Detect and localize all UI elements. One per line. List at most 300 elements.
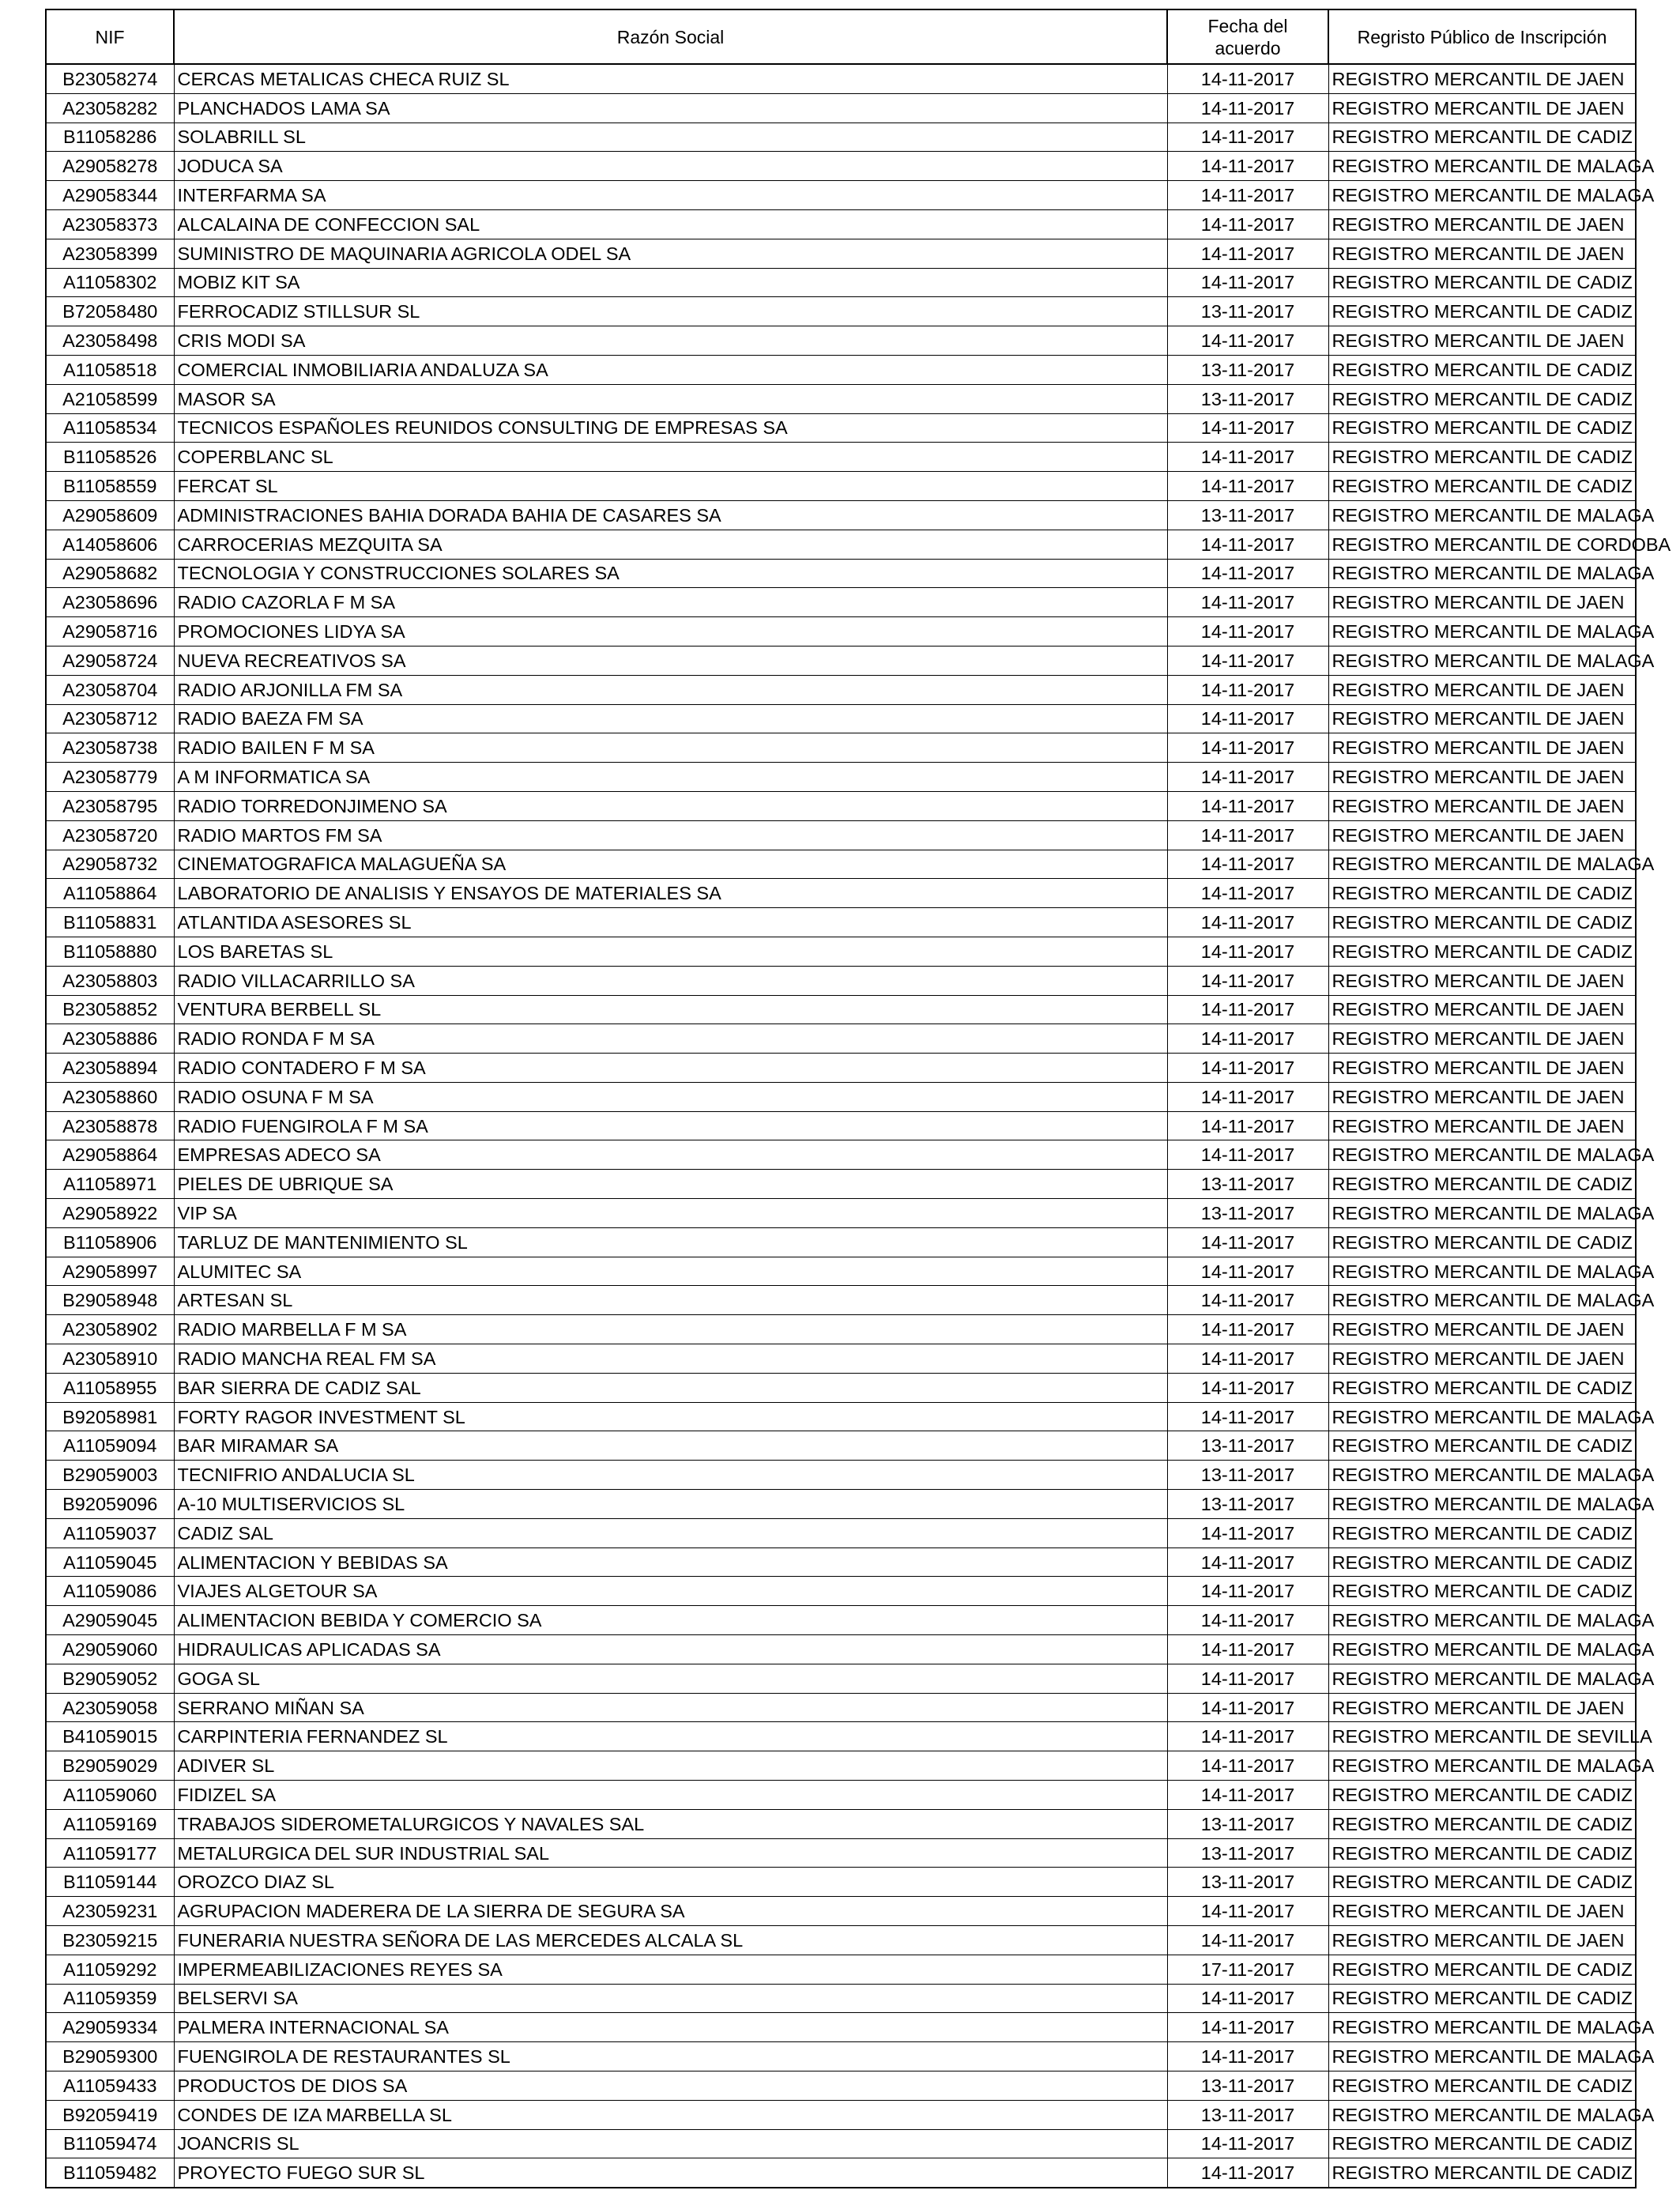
nif-cell: A29058609	[46, 500, 174, 530]
table-row	[46, 2071, 1636, 2100]
registro-cell: REGISTRO MERCANTIL DE MALAGA	[1328, 850, 1636, 879]
registro-cell: REGISTRO MERCANTIL DE JAEN	[1328, 1897, 1636, 1926]
table-row	[46, 268, 1636, 297]
column-header-nif: NIF	[46, 9, 174, 64]
fecha-cell: 14-11-2017	[1167, 2158, 1328, 2188]
registro-cell: REGISTRO MERCANTIL DE MALAGA	[1328, 181, 1636, 210]
fecha-cell: 14-11-2017	[1167, 1664, 1328, 1693]
razon-social-cell: CARPINTERIA FERNANDEZ SL	[174, 1722, 1167, 1751]
razon-social-cell: FERROCADIZ STILLSUR SL	[174, 297, 1167, 326]
table-row	[46, 2100, 1636, 2129]
registro-cell: REGISTRO MERCANTIL DE MALAGA	[1328, 1635, 1636, 1664]
nif-cell: B29058948	[46, 1286, 174, 1315]
fecha-cell: 14-11-2017	[1167, 559, 1328, 588]
razon-social-cell: FUENGIROLA DE RESTAURANTES SL	[174, 2042, 1167, 2071]
nif-cell: A23059231	[46, 1897, 174, 1926]
razon-social-cell: AGRUPACION MADERERA DE LA SIERRA DE SEGURA SA	[174, 1897, 1167, 1926]
registro-cell: REGISTRO MERCANTIL DE CADIZ	[1328, 413, 1636, 443]
table-row	[46, 500, 1636, 530]
razon-social-cell: PALMERA INTERNACIONAL SA	[174, 2013, 1167, 2042]
razon-social-cell: RADIO ARJONILLA FM SA	[174, 675, 1167, 704]
fecha-cell: 14-11-2017	[1167, 704, 1328, 733]
fecha-cell: 17-11-2017	[1167, 1955, 1328, 1984]
table-body	[46, 64, 1671, 2188]
nif-cell: A23058779	[46, 763, 174, 792]
fecha-cell: 13-11-2017	[1167, 1868, 1328, 1897]
registro-cell: REGISTRO MERCANTIL DE JAEN	[1328, 326, 1636, 356]
razon-social-cell: JOANCRIS SL	[174, 2129, 1167, 2158]
fecha-cell: 14-11-2017	[1167, 646, 1328, 675]
razon-social-cell: INTERFARMA SA	[174, 181, 1167, 210]
fecha-cell: 14-11-2017	[1167, 1111, 1328, 1140]
table-row	[46, 2129, 1636, 2158]
razon-social-cell: JODUCA SA	[174, 152, 1167, 181]
nif-cell: A11059359	[46, 1984, 174, 2013]
table-row	[46, 1111, 1636, 1140]
registro-cell: REGISTRO MERCANTIL DE CADIZ	[1328, 1838, 1636, 1868]
table-row	[46, 1199, 1636, 1228]
fecha-cell: 14-11-2017	[1167, 1577, 1328, 1606]
table-row	[46, 1897, 1636, 1926]
nif-cell: B23058274	[46, 64, 174, 93]
fecha-cell: 14-11-2017	[1167, 820, 1328, 850]
nif-cell: A23058902	[46, 1315, 174, 1344]
razon-social-cell: VIP SA	[174, 1199, 1167, 1228]
table-row	[46, 1461, 1636, 1490]
nif-cell: A11058534	[46, 413, 174, 443]
table-row	[46, 1257, 1636, 1286]
registro-cell: REGISTRO MERCANTIL DE CADIZ	[1328, 384, 1636, 413]
table-row	[46, 1082, 1636, 1111]
razon-social-cell: TECNOLOGIA Y CONSTRUCCIONES SOLARES SA	[174, 559, 1167, 588]
nif-cell: A11059045	[46, 1547, 174, 1577]
nif-cell: B29059300	[46, 2042, 174, 2071]
razon-social-cell: METALURGICA DEL SUR INDUSTRIAL SAL	[174, 1838, 1167, 1868]
razon-social-cell: NUEVA RECREATIVOS SA	[174, 646, 1167, 675]
fecha-cell: 13-11-2017	[1167, 1461, 1328, 1490]
fecha-cell: 14-11-2017	[1167, 152, 1328, 181]
table-row	[46, 413, 1636, 443]
registro-cell: REGISTRO MERCANTIL DE JAEN	[1328, 763, 1636, 792]
column-header-fecha	[1167, 9, 1328, 64]
registro-cell: REGISTRO MERCANTIL DE MALAGA	[1328, 2100, 1636, 2129]
fecha-cell: 14-11-2017	[1167, 1315, 1328, 1344]
fecha-cell: 13-11-2017	[1167, 1431, 1328, 1461]
nif-cell: A23058795	[46, 791, 174, 820]
nif-cell: A29058278	[46, 152, 174, 181]
nif-cell: A11059094	[46, 1431, 174, 1461]
razon-social-cell: RADIO RONDA F M SA	[174, 1024, 1167, 1054]
nif-cell: A23058860	[46, 1082, 174, 1111]
razon-social-cell: A M INFORMATICA SA	[174, 763, 1167, 792]
fecha-cell: 14-11-2017	[1167, 1082, 1328, 1111]
registro-cell: REGISTRO MERCANTIL DE CORDOBA	[1328, 530, 1636, 559]
fecha-cell: 14-11-2017	[1167, 1140, 1328, 1170]
registro-cell: REGISTRO MERCANTIL DE CADIZ	[1328, 472, 1636, 501]
fecha-cell: 14-11-2017	[1167, 791, 1328, 820]
razon-social-cell: PROYECTO FUEGO SUR SL	[174, 2158, 1167, 2188]
nif-cell: A29058732	[46, 850, 174, 879]
registro-cell: REGISTRO MERCANTIL DE CADIZ	[1328, 268, 1636, 297]
registro-cell: REGISTRO MERCANTIL DE CADIZ	[1328, 1984, 1636, 2013]
razon-social-cell: ADIVER SL	[174, 1751, 1167, 1781]
registro-cell: REGISTRO MERCANTIL DE CADIZ	[1328, 2071, 1636, 2100]
fecha-cell: 14-11-2017	[1167, 966, 1328, 995]
fecha-cell: 14-11-2017	[1167, 588, 1328, 617]
fecha-cell: 14-11-2017	[1167, 2042, 1328, 2071]
razon-social-cell: GOGA SL	[174, 1664, 1167, 1693]
fecha-cell: 14-11-2017	[1167, 1781, 1328, 1810]
razon-social-cell: EMPRESAS ADECO SA	[174, 1140, 1167, 1170]
registro-cell: REGISTRO MERCANTIL DE JAEN	[1328, 791, 1636, 820]
fecha-cell: 14-11-2017	[1167, 2129, 1328, 2158]
table-row	[46, 1431, 1636, 1461]
table-row	[46, 617, 1636, 647]
nif-cell: B23059215	[46, 1926, 174, 1955]
table-row	[46, 1024, 1636, 1054]
nif-cell: A23058498	[46, 326, 174, 356]
razon-social-cell: RADIO BAILEN F M SA	[174, 733, 1167, 763]
registro-cell: REGISTRO MERCANTIL DE CADIZ	[1328, 297, 1636, 326]
table-row	[46, 1693, 1636, 1722]
razon-social-cell: CINEMATOGRAFICA MALAGUEÑA SA	[174, 850, 1167, 879]
razon-social-cell: FORTY RAGOR INVESTMENT SL	[174, 1402, 1167, 1431]
fecha-cell: 14-11-2017	[1167, 413, 1328, 443]
fecha-cell: 13-11-2017	[1167, 1199, 1328, 1228]
razon-social-cell: SUMINISTRO DE MAQUINARIA AGRICOLA ODEL SA	[174, 239, 1167, 268]
registro-cell: REGISTRO MERCANTIL DE MALAGA	[1328, 1257, 1636, 1286]
table-row	[46, 297, 1636, 326]
nif-cell: B29059003	[46, 1461, 174, 1490]
razon-social-cell: TECNIFRIO ANDALUCIA SL	[174, 1461, 1167, 1490]
table-row	[46, 1170, 1636, 1199]
razon-social-cell: RADIO CAZORLA F M SA	[174, 588, 1167, 617]
fecha-cell: 14-11-2017	[1167, 1722, 1328, 1751]
registro-cell: REGISTRO MERCANTIL DE JAEN	[1328, 1344, 1636, 1374]
registro-cell: REGISTRO MERCANTIL DE CADIZ	[1328, 908, 1636, 937]
registro-cell: REGISTRO MERCANTIL DE JAEN	[1328, 1082, 1636, 1111]
registro-cell: REGISTRO MERCANTIL DE CADIZ	[1328, 2158, 1636, 2188]
table-row	[46, 763, 1636, 792]
table-row	[46, 123, 1636, 152]
registro-cell: REGISTRO MERCANTIL DE JAEN	[1328, 1693, 1636, 1722]
razon-social-cell: RADIO MARBELLA F M SA	[174, 1315, 1167, 1344]
table-row	[46, 1373, 1636, 1402]
registro-cell: REGISTRO MERCANTIL DE SEVILLA	[1328, 1722, 1636, 1751]
nif-cell: A23058878	[46, 1111, 174, 1140]
table-row	[46, 1054, 1636, 1083]
table-row	[46, 2158, 1636, 2188]
razon-social-cell: SERRANO MIÑAN SA	[174, 1693, 1167, 1722]
nif-cell: A29058716	[46, 617, 174, 647]
table-row	[46, 588, 1636, 617]
registro-cell: REGISTRO MERCANTIL DE JAEN	[1328, 733, 1636, 763]
registro-cell: REGISTRO MERCANTIL DE JAEN	[1328, 239, 1636, 268]
table-header-row	[46, 9, 1636, 64]
registro-cell: REGISTRO MERCANTIL DE CADIZ	[1328, 123, 1636, 152]
razon-social-cell: MASOR SA	[174, 384, 1167, 413]
table-row	[46, 820, 1636, 850]
registro-cell: REGISTRO MERCANTIL DE JAEN	[1328, 675, 1636, 704]
nif-cell: B92059096	[46, 1490, 174, 1519]
razon-social-cell: CARROCERIAS MEZQUITA SA	[174, 530, 1167, 559]
registro-cell: REGISTRO MERCANTIL DE JAEN	[1328, 93, 1636, 123]
razon-social-cell: TECNICOS ESPAÑOLES REUNIDOS CONSULTING DE EMPRESAS SA	[174, 413, 1167, 443]
fecha-cell: 14-11-2017	[1167, 1227, 1328, 1257]
registro-cell: REGISTRO MERCANTIL DE JAEN	[1328, 704, 1636, 733]
fecha-cell: 14-11-2017	[1167, 1693, 1328, 1722]
nif-cell: A11059060	[46, 1781, 174, 1810]
nif-cell: A29058682	[46, 559, 174, 588]
table-row	[46, 1577, 1636, 1606]
table-row	[46, 1635, 1636, 1664]
table-row	[46, 675, 1636, 704]
fecha-cell: 13-11-2017	[1167, 2071, 1328, 2100]
razon-social-cell: MOBIZ KIT SA	[174, 268, 1167, 297]
fecha-cell: 14-11-2017	[1167, 443, 1328, 472]
nif-cell: A11058518	[46, 355, 174, 384]
razon-social-cell: COPERBLANC SL	[174, 443, 1167, 472]
nif-cell: A29058922	[46, 1199, 174, 1228]
registro-cell: REGISTRO MERCANTIL DE CADIZ	[1328, 937, 1636, 966]
razon-social-cell: ALIMENTACION Y BEBIDAS SA	[174, 1547, 1167, 1577]
fecha-cell: 13-11-2017	[1167, 384, 1328, 413]
nif-cell: A23058712	[46, 704, 174, 733]
nif-cell: B92059419	[46, 2100, 174, 2129]
razon-social-cell: BELSERVI SA	[174, 1984, 1167, 2013]
registro-cell: REGISTRO MERCANTIL DE MALAGA	[1328, 1199, 1636, 1228]
razon-social-cell: VENTURA BERBELL SL	[174, 995, 1167, 1024]
fecha-cell: 14-11-2017	[1167, 93, 1328, 123]
nif-cell: B11058526	[46, 443, 174, 472]
fecha-cell: 14-11-2017	[1167, 1606, 1328, 1635]
fecha-cell: 14-11-2017	[1167, 64, 1328, 93]
razon-social-cell: IMPERMEABILIZACIONES REYES SA	[174, 1955, 1167, 1984]
table-row	[46, 1344, 1636, 1374]
fecha-cell: 14-11-2017	[1167, 209, 1328, 239]
table-row	[46, 64, 1636, 93]
razon-social-cell: PROMOCIONES LIDYA SA	[174, 617, 1167, 647]
table-row	[46, 937, 1636, 966]
table-row	[46, 995, 1636, 1024]
nif-cell: A23058282	[46, 93, 174, 123]
fecha-cell: 14-11-2017	[1167, 763, 1328, 792]
nif-cell: B11058906	[46, 1227, 174, 1257]
nif-cell: B11059144	[46, 1868, 174, 1897]
table-row	[46, 1402, 1636, 1431]
registro-cell: REGISTRO MERCANTIL DE CADIZ	[1328, 1868, 1636, 1897]
razon-social-cell: BAR SIERRA DE CADIZ SAL	[174, 1373, 1167, 1402]
razon-social-cell: RADIO BAEZA FM SA	[174, 704, 1167, 733]
razon-social-cell: RADIO FUENGIROLA F M SA	[174, 1111, 1167, 1140]
registro-cell: REGISTRO MERCANTIL DE MALAGA	[1328, 1751, 1636, 1781]
registro-cell: REGISTRO MERCANTIL DE JAEN	[1328, 1024, 1636, 1054]
nif-cell: A29059334	[46, 2013, 174, 2042]
table-row	[46, 1868, 1636, 1897]
nif-cell: A23058720	[46, 820, 174, 850]
fecha-cell: 14-11-2017	[1167, 1257, 1328, 1286]
table-row	[46, 791, 1636, 820]
nif-cell: A23058738	[46, 733, 174, 763]
razon-social-cell: ADMINISTRACIONES BAHIA DORADA BAHIA DE CASARES SA	[174, 500, 1167, 530]
registro-cell: REGISTRO MERCANTIL DE CADIZ	[1328, 1373, 1636, 1402]
nif-cell: A29059060	[46, 1635, 174, 1664]
table-row	[46, 152, 1636, 181]
razon-social-cell: RADIO CONTADERO F M SA	[174, 1054, 1167, 1083]
fecha-cell: 13-11-2017	[1167, 297, 1328, 326]
fecha-cell: 14-11-2017	[1167, 1897, 1328, 1926]
registro-cell: REGISTRO MERCANTIL DE JAEN	[1328, 209, 1636, 239]
fecha-cell: 14-11-2017	[1167, 1926, 1328, 1955]
fecha-cell: 14-11-2017	[1167, 268, 1328, 297]
registro-cell: REGISTRO MERCANTIL DE MALAGA	[1328, 1461, 1636, 1490]
registro-cell: REGISTRO MERCANTIL DE MALAGA	[1328, 646, 1636, 675]
registro-cell: REGISTRO MERCANTIL DE CADIZ	[1328, 1955, 1636, 1984]
fecha-cell: 13-11-2017	[1167, 1838, 1328, 1868]
table-row	[46, 1664, 1636, 1693]
fecha-cell: 14-11-2017	[1167, 733, 1328, 763]
razon-social-cell: CADIZ SAL	[174, 1518, 1167, 1547]
table-row	[46, 1838, 1636, 1868]
nif-cell: A11059169	[46, 1809, 174, 1838]
table-row	[46, 1751, 1636, 1781]
nif-cell: A23058696	[46, 588, 174, 617]
razon-social-cell: LOS BARETAS SL	[174, 937, 1167, 966]
table-row	[46, 239, 1636, 268]
document-page	[45, 9, 1671, 2186]
razon-social-cell: VIAJES ALGETOUR SA	[174, 1577, 1167, 1606]
table-row	[46, 1547, 1636, 1577]
nif-cell: B11058286	[46, 123, 174, 152]
nif-cell: B11059482	[46, 2158, 174, 2188]
table-row	[46, 1227, 1636, 1257]
table-row	[46, 850, 1636, 879]
razon-social-cell: RADIO TORREDONJIMENO SA	[174, 791, 1167, 820]
razon-social-cell: LABORATORIO DE ANALISIS Y ENSAYOS DE MATERIALES SA	[174, 879, 1167, 908]
registro-cell: REGISTRO MERCANTIL DE CADIZ	[1328, 1170, 1636, 1199]
registro-cell: REGISTRO MERCANTIL DE MALAGA	[1328, 2013, 1636, 2042]
registro-cell: REGISTRO MERCANTIL DE MALAGA	[1328, 500, 1636, 530]
nif-cell: A23058910	[46, 1344, 174, 1374]
razon-social-cell: CONDES DE IZA MARBELLA SL	[174, 2100, 1167, 2129]
razon-social-cell: TARLUZ DE MANTENIMIENTO SL	[174, 1227, 1167, 1257]
table-row	[46, 181, 1636, 210]
razon-social-cell: ALUMITEC SA	[174, 1257, 1167, 1286]
column-header-fecha-line2: acuerdo	[1215, 37, 1281, 58]
table-row	[46, 2042, 1636, 2071]
table-row	[46, 1722, 1636, 1751]
fecha-cell: 14-11-2017	[1167, 1635, 1328, 1664]
fecha-cell: 14-11-2017	[1167, 1518, 1328, 1547]
registro-cell: REGISTRO MERCANTIL DE JAEN	[1328, 588, 1636, 617]
table-row	[46, 2013, 1636, 2042]
nif-cell: A23058373	[46, 209, 174, 239]
nif-cell: A11058971	[46, 1170, 174, 1199]
table-row	[46, 93, 1636, 123]
razon-social-cell: ATLANTIDA ASESORES SL	[174, 908, 1167, 937]
table-row	[46, 1955, 1636, 1984]
fecha-cell: 14-11-2017	[1167, 472, 1328, 501]
registro-cell: REGISTRO MERCANTIL DE MALAGA	[1328, 2042, 1636, 2071]
fecha-cell: 13-11-2017	[1167, 1170, 1328, 1199]
table-row	[46, 326, 1636, 356]
razon-social-cell: CERCAS METALICAS CHECA RUIZ SL	[174, 64, 1167, 93]
fecha-cell: 14-11-2017	[1167, 2013, 1328, 2042]
nif-cell: A11059292	[46, 1955, 174, 1984]
razon-social-cell: SOLABRILL SL	[174, 123, 1167, 152]
table-row	[46, 355, 1636, 384]
table-row	[46, 209, 1636, 239]
table-row	[46, 1286, 1636, 1315]
razon-social-cell: ARTESAN SL	[174, 1286, 1167, 1315]
nif-cell: B29059052	[46, 1664, 174, 1693]
nif-cell: B29059029	[46, 1751, 174, 1781]
nif-cell: B11058559	[46, 472, 174, 501]
nif-cell: B72058480	[46, 297, 174, 326]
registro-cell: REGISTRO MERCANTIL DE JAEN	[1328, 1315, 1636, 1344]
nif-cell: A29058724	[46, 646, 174, 675]
razon-social-cell: PRODUCTOS DE DIOS SA	[174, 2071, 1167, 2100]
companies-table	[45, 9, 1671, 2188]
nif-cell: B41059015	[46, 1722, 174, 1751]
nif-cell: A11058302	[46, 268, 174, 297]
fecha-cell: 13-11-2017	[1167, 1490, 1328, 1519]
fecha-cell: 14-11-2017	[1167, 239, 1328, 268]
table-row	[46, 879, 1636, 908]
table-row	[46, 1984, 1636, 2013]
razon-social-cell: ALCALAINA DE CONFECCION SAL	[174, 209, 1167, 239]
registro-cell: REGISTRO MERCANTIL DE MALAGA	[1328, 1664, 1636, 1693]
table-row	[46, 1315, 1636, 1344]
nif-cell: A29059045	[46, 1606, 174, 1635]
table-row	[46, 704, 1636, 733]
table-row	[46, 1518, 1636, 1547]
registro-cell: REGISTRO MERCANTIL DE MALAGA	[1328, 152, 1636, 181]
registro-cell: REGISTRO MERCANTIL DE CADIZ	[1328, 1227, 1636, 1257]
table-row	[46, 472, 1636, 501]
registro-cell: REGISTRO MERCANTIL DE CADIZ	[1328, 879, 1636, 908]
nif-cell: B92058981	[46, 1402, 174, 1431]
registro-cell: REGISTRO MERCANTIL DE JAEN	[1328, 64, 1636, 93]
fecha-cell: 14-11-2017	[1167, 850, 1328, 879]
nif-cell: B11058831	[46, 908, 174, 937]
table-row	[46, 530, 1636, 559]
registro-cell: REGISTRO MERCANTIL DE CADIZ	[1328, 2129, 1636, 2158]
razon-social-cell: PLANCHADOS LAMA SA	[174, 93, 1167, 123]
fecha-cell: 14-11-2017	[1167, 1984, 1328, 2013]
nif-cell: A21058599	[46, 384, 174, 413]
registro-cell: REGISTRO MERCANTIL DE CADIZ	[1328, 1809, 1636, 1838]
razon-social-cell: FERCAT SL	[174, 472, 1167, 501]
razon-social-cell: RADIO MARTOS FM SA	[174, 820, 1167, 850]
nif-cell: A11058864	[46, 879, 174, 908]
registro-cell: REGISTRO MERCANTIL DE JAEN	[1328, 995, 1636, 1024]
nif-cell: A29058997	[46, 1257, 174, 1286]
nif-cell: A23058399	[46, 239, 174, 268]
fecha-cell: 14-11-2017	[1167, 181, 1328, 210]
nif-cell: A23058894	[46, 1054, 174, 1083]
fecha-cell: 14-11-2017	[1167, 1024, 1328, 1054]
fecha-cell: 14-11-2017	[1167, 530, 1328, 559]
column-header-fecha-line1: Fecha del	[1207, 15, 1288, 36]
nif-cell: A23058886	[46, 1024, 174, 1054]
razon-social-cell: COMERCIAL INMOBILIARIA ANDALUZA SA	[174, 355, 1167, 384]
nif-cell: A14058606	[46, 530, 174, 559]
fecha-cell: 14-11-2017	[1167, 617, 1328, 647]
razon-social-cell: A-10 MULTISERVICIOS SL	[174, 1490, 1167, 1519]
registro-cell: REGISTRO MERCANTIL DE JAEN	[1328, 1926, 1636, 1955]
fecha-cell: 13-11-2017	[1167, 500, 1328, 530]
